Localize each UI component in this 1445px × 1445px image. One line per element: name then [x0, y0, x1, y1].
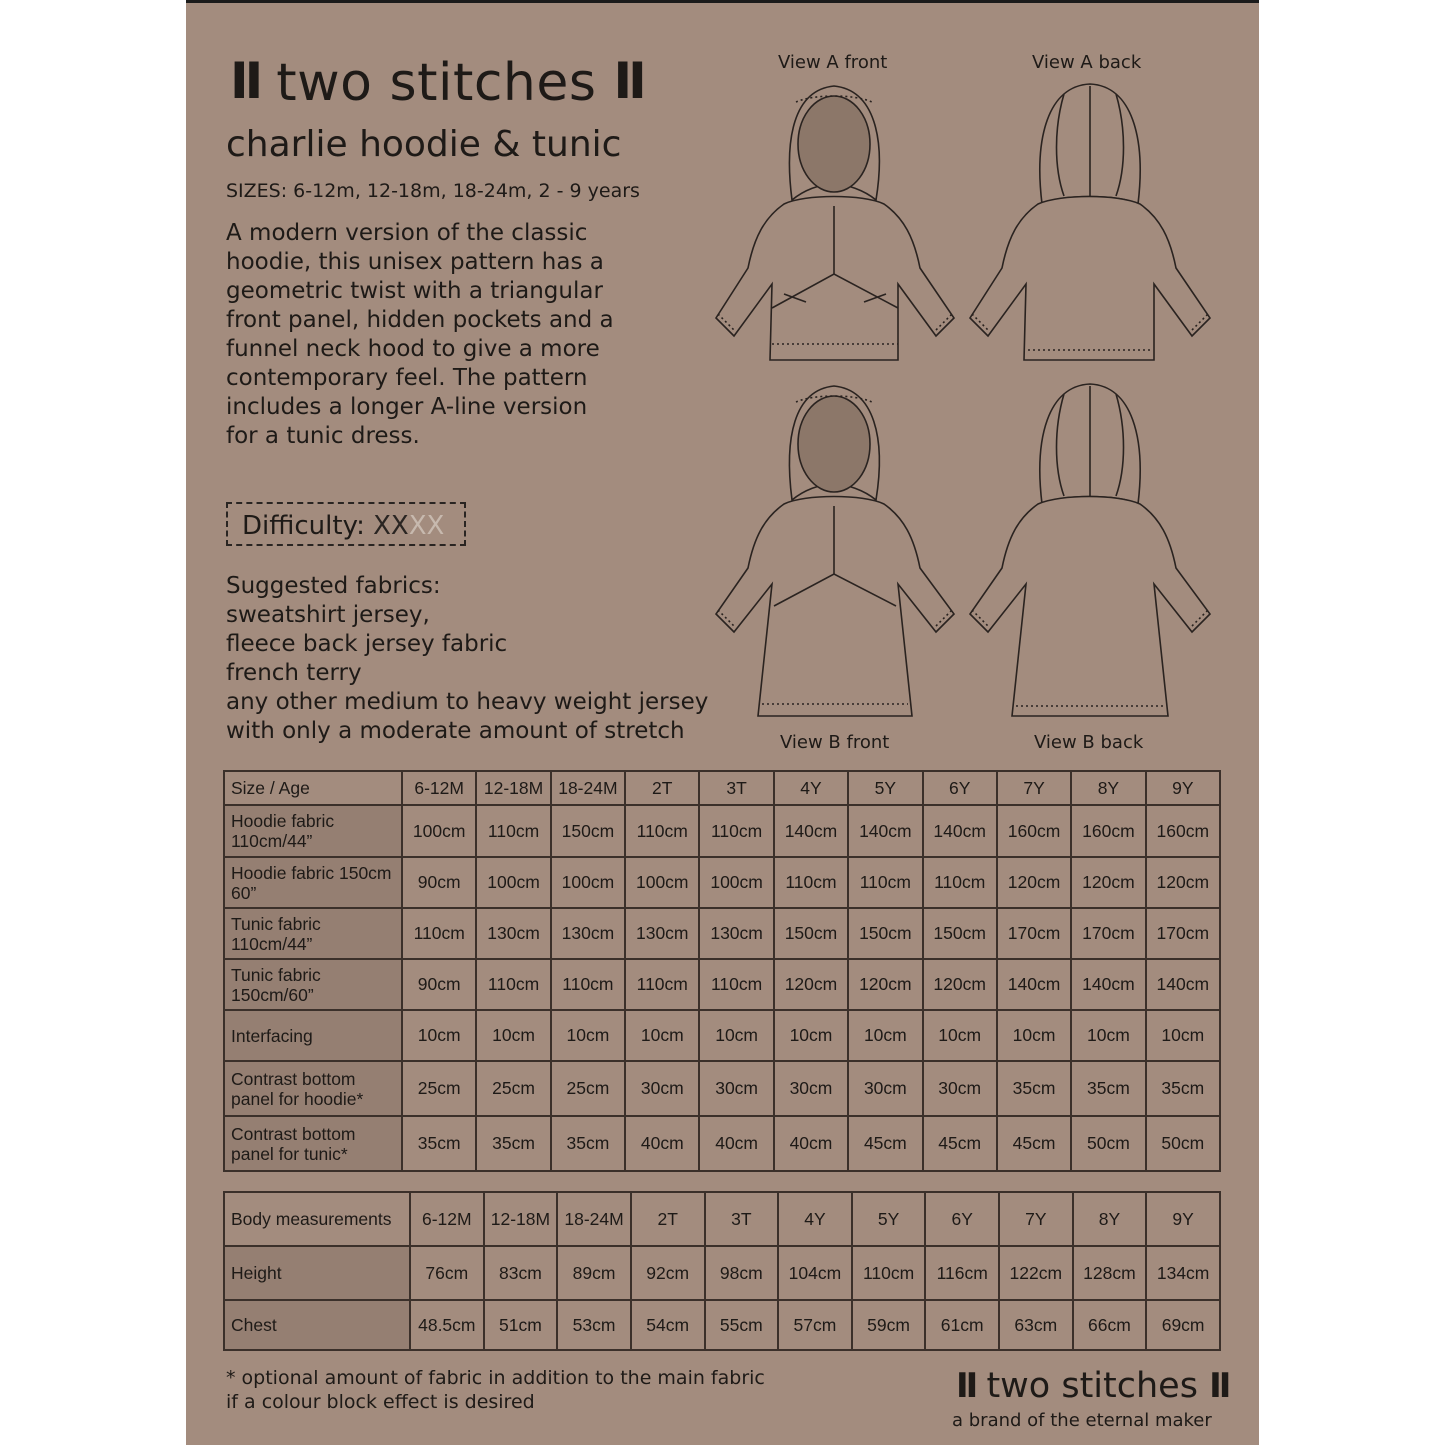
view-a-back-label: View A back — [1032, 52, 1142, 73]
row-label: Tunic fabric 150cm/60” — [224, 959, 402, 1010]
table-cell: 35cm — [997, 1061, 1071, 1116]
size-header: 2T — [631, 1192, 705, 1246]
size-header: 12-18M — [484, 1192, 558, 1246]
table-cell: 40cm — [774, 1116, 848, 1171]
table-row — [224, 908, 1220, 959]
table-cell: 110cm — [774, 857, 848, 908]
brand-name: two stitches — [276, 53, 597, 113]
size-header: 8Y — [1071, 771, 1145, 805]
table-cell: 45cm — [997, 1116, 1071, 1171]
table-cell: 10cm — [997, 1010, 1071, 1061]
table-row — [224, 1010, 1220, 1061]
fabric-requirements-table — [223, 770, 1221, 1172]
table-cell: 120cm — [848, 959, 922, 1010]
body-measurements-table — [223, 1191, 1221, 1351]
size-header: 6Y — [925, 1192, 999, 1246]
table-cell: 134cm — [1146, 1246, 1220, 1300]
table-cell: 130cm — [625, 908, 699, 959]
table-row — [224, 1116, 1220, 1171]
table-row — [224, 1300, 1220, 1350]
size-header: 6-12M — [410, 1192, 484, 1246]
table-cell: 100cm — [402, 805, 476, 857]
table-cell: 45cm — [923, 1116, 997, 1171]
table-cell: 57cm — [778, 1300, 852, 1350]
table-cell: 59cm — [852, 1300, 926, 1350]
size-header: 18-24M — [551, 771, 625, 805]
size-header: 7Y — [997, 771, 1071, 805]
table-header-row — [224, 771, 1220, 805]
table-cell: 30cm — [848, 1061, 922, 1116]
table-cell: 10cm — [1146, 1010, 1220, 1061]
table-cell: 110cm — [476, 959, 550, 1010]
table-cell: 10cm — [699, 1010, 773, 1061]
fabric-item: fleece back jersey fabric — [226, 631, 508, 657]
tunic-back-drawing — [968, 378, 1214, 720]
table-cell: 140cm — [1146, 959, 1220, 1010]
table-cell: 122cm — [999, 1246, 1073, 1300]
table-cell: 10cm — [551, 1010, 625, 1061]
table-cell: 10cm — [774, 1010, 848, 1061]
table-cell: 110cm — [852, 1246, 926, 1300]
row-label: Chest — [224, 1300, 410, 1350]
table-cell: 83cm — [484, 1246, 558, 1300]
table-cell: 50cm — [1146, 1116, 1220, 1171]
size-header: 8Y — [1073, 1192, 1147, 1246]
difficulty-label: Difficulty: — [242, 511, 365, 541]
table-cell: 10cm — [476, 1010, 550, 1061]
table-cell: 10cm — [402, 1010, 476, 1061]
table-cell: 10cm — [923, 1010, 997, 1061]
table-cell: 10cm — [625, 1010, 699, 1061]
table-cell: 92cm — [631, 1246, 705, 1300]
table-cell: 51cm — [484, 1300, 558, 1350]
view-a-front-label: View A front — [778, 52, 888, 73]
table-row — [224, 1061, 1220, 1116]
table-cell: 130cm — [551, 908, 625, 959]
hoodie-front-drawing — [714, 78, 960, 368]
size-header: 5Y — [852, 1192, 926, 1246]
fabric-item: french terry — [226, 660, 362, 686]
table-cell: 54cm — [631, 1300, 705, 1350]
difficulty-marks-on: XX — [373, 511, 409, 541]
footer-brand-name: two stitches — [986, 1366, 1198, 1406]
brand-bars-right: II — [613, 52, 643, 110]
table-cell: 100cm — [551, 857, 625, 908]
footer-bars-right: II — [1209, 1366, 1229, 1406]
footnote-line: if a colour block effect is desired — [226, 1391, 535, 1413]
table-row — [224, 959, 1220, 1010]
table-cell: 53cm — [557, 1300, 631, 1350]
size-header: 3T — [705, 1192, 779, 1246]
sizes-line: SIZES: 6-12m, 12-18m, 18-24m, 2 - 9 years — [226, 180, 640, 202]
suggested-fabrics — [226, 572, 746, 746]
footer-brand — [956, 1366, 1228, 1406]
fabrics-heading: Suggested fabrics: — [226, 573, 441, 599]
size-header: 6-12M — [402, 771, 476, 805]
row-label: Hoodie fabric 110cm/44” — [224, 805, 402, 857]
table-cell: 110cm — [625, 959, 699, 1010]
table-cell: 35cm — [1146, 1061, 1220, 1116]
size-header: 9Y — [1146, 1192, 1220, 1246]
table-cell: 130cm — [476, 908, 550, 959]
fabric-item: sweatshirt jersey, — [226, 602, 430, 628]
footer-bars-left: II — [956, 1366, 976, 1406]
table-cell: 30cm — [625, 1061, 699, 1116]
size-header: 2T — [625, 771, 699, 805]
size-header: 18-24M — [557, 1192, 631, 1246]
table-cell: 140cm — [923, 805, 997, 857]
table-cell: 63cm — [999, 1300, 1073, 1350]
tunic-front-drawing — [714, 378, 960, 720]
table-cell: 110cm — [402, 908, 476, 959]
size-header: 4Y — [778, 1192, 852, 1246]
table-cell: 120cm — [997, 857, 1071, 908]
table-row — [224, 805, 1220, 857]
size-header: 9Y — [1146, 771, 1220, 805]
row-label: Tunic fabric 110cm/44” — [224, 908, 402, 959]
table-cell: 89cm — [557, 1246, 631, 1300]
row-label: Interfacing — [224, 1010, 402, 1061]
table-cell: 100cm — [625, 857, 699, 908]
table-cell: 90cm — [402, 959, 476, 1010]
table-cell: 25cm — [551, 1061, 625, 1116]
table-cell: 120cm — [1071, 857, 1145, 908]
table-cell: 45cm — [848, 1116, 922, 1171]
table-cell: 110cm — [848, 857, 922, 908]
table-cell: 35cm — [551, 1116, 625, 1171]
table-cell: 128cm — [1073, 1246, 1147, 1300]
table-cell: 90cm — [402, 857, 476, 908]
table-cell: 25cm — [476, 1061, 550, 1116]
size-header: 12-18M — [476, 771, 550, 805]
row-label: Contrast bottom panel for tunic* — [224, 1116, 402, 1171]
table-cell: 76cm — [410, 1246, 484, 1300]
table-cell: 66cm — [1073, 1300, 1147, 1350]
view-b-back-label: View B back — [1034, 732, 1144, 753]
table-cell: 116cm — [925, 1246, 999, 1300]
table-cell: 120cm — [923, 959, 997, 1010]
size-header: 5Y — [848, 771, 922, 805]
table-cell: 170cm — [997, 908, 1071, 959]
table-cell: 98cm — [705, 1246, 779, 1300]
table-cell: 160cm — [997, 805, 1071, 857]
table-cell: 120cm — [1146, 857, 1220, 908]
table-cell: 10cm — [848, 1010, 922, 1061]
table-cell: 100cm — [699, 857, 773, 908]
footnote-line: * optional amount of fabric in addition to the main fabric — [226, 1367, 765, 1389]
table-cell: 150cm — [848, 908, 922, 959]
table-cell: 55cm — [705, 1300, 779, 1350]
fabric-item: with only a moderate amount of stretch — [226, 718, 685, 744]
table-cell: 170cm — [1071, 908, 1145, 959]
pattern-card — [186, 0, 1259, 1445]
table-cell: 110cm — [476, 805, 550, 857]
footnote — [226, 1366, 765, 1414]
header-label: Body measurements — [224, 1192, 410, 1246]
table-cell: 69cm — [1146, 1300, 1220, 1350]
table-row — [224, 1246, 1220, 1300]
table-cell: 10cm — [1071, 1010, 1145, 1061]
pattern-description: A modern version of the classic hoodie, this unisex pattern has a geometric twist with a triangular front panel, hidden pockets and a funnel neck hood to give a more contemporary feel. The pattern includes a longer A-line version for a tunic dress. — [226, 220, 614, 449]
table-cell: 150cm — [774, 908, 848, 959]
view-b-front-label: View B front — [780, 732, 890, 753]
table-cell: 170cm — [1146, 908, 1220, 959]
difficulty-marks-off: XX — [408, 511, 445, 541]
table-cell: 61cm — [925, 1300, 999, 1350]
table-cell: 110cm — [699, 959, 773, 1010]
table-cell: 35cm — [476, 1116, 550, 1171]
pattern-subtitle: charlie hoodie & tunic — [226, 124, 622, 165]
table-cell: 110cm — [699, 805, 773, 857]
size-header: 4Y — [774, 771, 848, 805]
table-cell: 48.5cm — [410, 1300, 484, 1350]
brand-title — [230, 52, 643, 113]
table-cell: 150cm — [551, 805, 625, 857]
table-cell: 140cm — [997, 959, 1071, 1010]
brand-bars-left: II — [230, 52, 260, 110]
row-label: Contrast bottom panel for hoodie* — [224, 1061, 402, 1116]
table-cell: 140cm — [848, 805, 922, 857]
header-label: Size / Age — [224, 771, 402, 805]
difficulty-box — [226, 502, 466, 546]
fabric-item: any other medium to heavy weight jersey — [226, 689, 709, 715]
table-cell: 30cm — [923, 1061, 997, 1116]
table-cell: 50cm — [1071, 1116, 1145, 1171]
table-cell: 110cm — [625, 805, 699, 857]
table-cell: 160cm — [1071, 805, 1145, 857]
table-cell: 25cm — [402, 1061, 476, 1116]
table-cell: 104cm — [778, 1246, 852, 1300]
table-cell: 40cm — [625, 1116, 699, 1171]
table-cell: 110cm — [923, 857, 997, 908]
table-cell: 35cm — [1071, 1061, 1145, 1116]
size-header: 3T — [699, 771, 773, 805]
table-cell: 35cm — [402, 1116, 476, 1171]
size-header: 6Y — [923, 771, 997, 805]
table-row — [224, 857, 1220, 908]
table-cell: 110cm — [551, 959, 625, 1010]
table-cell: 30cm — [699, 1061, 773, 1116]
table-cell: 30cm — [774, 1061, 848, 1116]
row-label: Hoodie fabric 150cm 60” — [224, 857, 402, 908]
table-header-row — [224, 1192, 1220, 1246]
table-cell: 130cm — [699, 908, 773, 959]
table-cell: 160cm — [1146, 805, 1220, 857]
hoodie-back-drawing — [968, 78, 1214, 368]
table-cell: 140cm — [1071, 959, 1145, 1010]
row-label: Height — [224, 1246, 410, 1300]
table-cell: 100cm — [476, 857, 550, 908]
table-cell: 140cm — [774, 805, 848, 857]
table-cell: 150cm — [923, 908, 997, 959]
table-cell: 40cm — [699, 1116, 773, 1171]
size-header: 7Y — [999, 1192, 1073, 1246]
table-cell: 120cm — [774, 959, 848, 1010]
footer-tagline: a brand of the eternal maker — [952, 1410, 1212, 1431]
